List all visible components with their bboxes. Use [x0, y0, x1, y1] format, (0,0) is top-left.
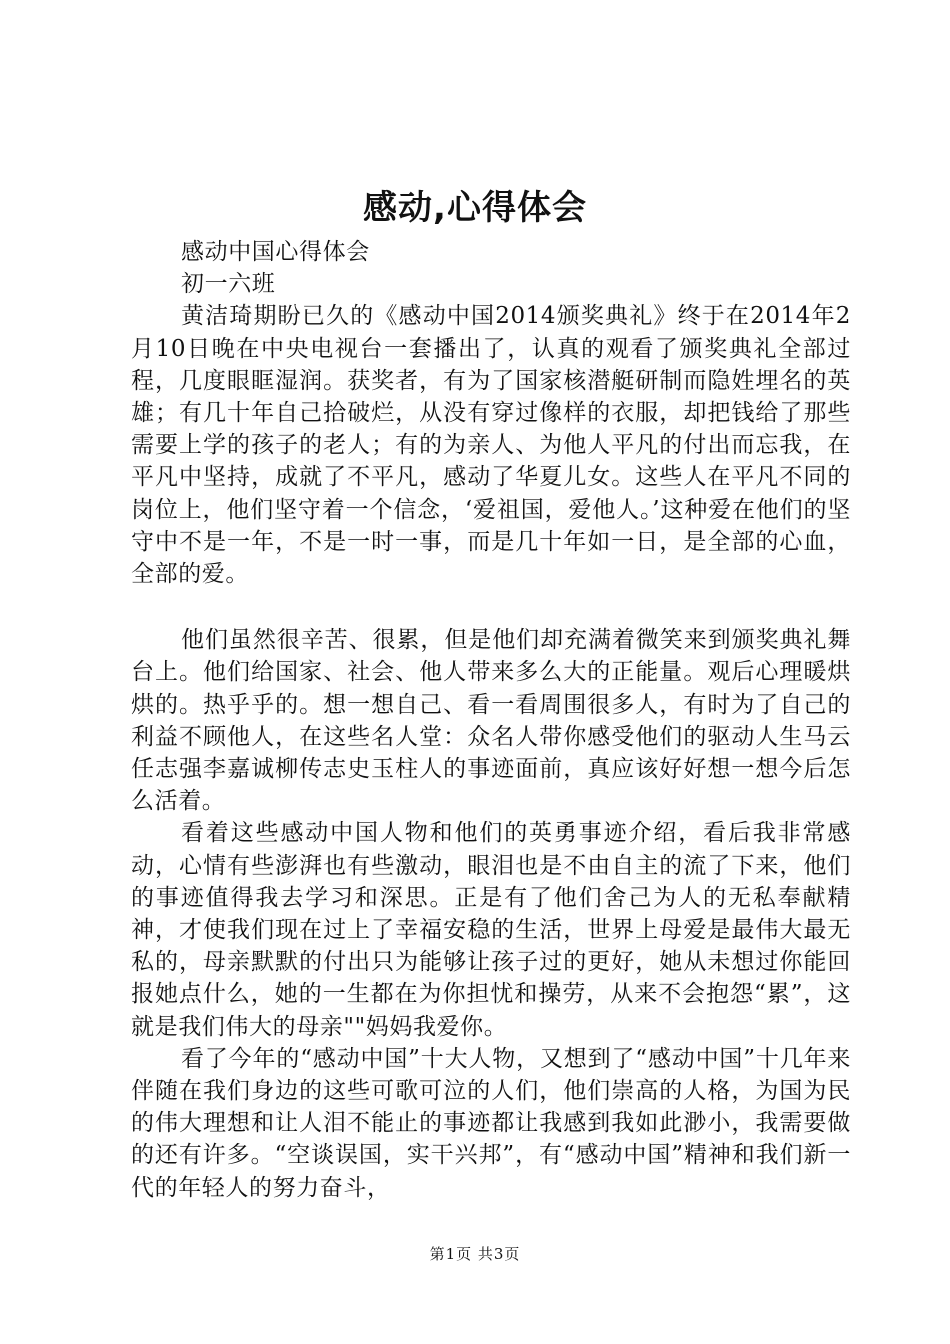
document-body	[131, 236, 851, 1204]
paragraph-3: 看着这些感动中国人物和他们的英勇事迹介绍，看后我非常感动，心情有些澎湃也有些激动，眼泪也是不由自主的流了下来，他们的事迹值得我去学习和深思。正是有了他们舍己为人的无私奉献精神，才使我们现在过上了幸福安稳的生活，世界上母爱是最伟大最无私的，母亲默默的付出只为能够让孩子过的更好，她从未想过你能回报她点什么，她的一生都在为你担忧和操劳，从来不会抱怨“累”，这就是我们伟大的母亲""妈妈我爱你。	[131, 820, 851, 1040]
class-line: 初一六班	[181, 271, 276, 298]
paragraph-2: 他们虽然很辛苦、很累，但是他们却充满着微笑来到颁奖典礼舞台上。他们给国家、社会、他人带来多么大的正能量。观后心理暖烘烘的。热乎乎的。想一想自己、看一看周围很多人，有时为了自己的利益不顾他人，在这些名人堂：众名人带你感受他们的驱动人生马云任志强李嘉诚柳传志史玉柱人的事迹面前，真应该好好想一想今后怎么活着。	[131, 627, 851, 815]
paragraph-1: 黄洁琦期盼已久的《感动中国2014颁奖典礼》终于在2014年2月10日晚在中央电视台一套播出了，认真的观看了颁奖典礼全部过程，几度眼眶湿润。获奖者，有为了国家核潜艇研制而隐姓埋名的英雄；有几十年自己拾破烂，从没有穿过像样的衣服，却把钱给了那些需要上学的孩子的老人；有的为亲人、为他人平凡的付出而忘我，在平凡中坚持，成就了不平凡，感动了华夏儿女。这些人在平凡不同的岗位上，他们坚守着一个信念，‘爱祖国，爱他人。’这种爱在他们的坚守中不是一年，不是一时一事，而是几十年如一日，是全部的心血，全部的爱。	[131, 303, 851, 588]
document-title: 感动,心得体会	[363, 188, 587, 228]
subtitle-line: 感动中国心得体会	[181, 239, 370, 265]
paragraph-4: 看了今年的“感动中国”十大人物，又想到了“感动中国”十几年来伴随在我们身边的这些可歌可泣的人们，他们崇高的人格，为国为民的伟大理想和让人泪不能止的事迹都让我感到我如此渺小，我需要做的还有许多。“空谈误国，实干兴邦”，有“感动中国”精神和我们新一代的年轻人的努力奋斗，	[131, 1045, 851, 1201]
page-footer: 第1页 共3页	[429, 1245, 521, 1263]
